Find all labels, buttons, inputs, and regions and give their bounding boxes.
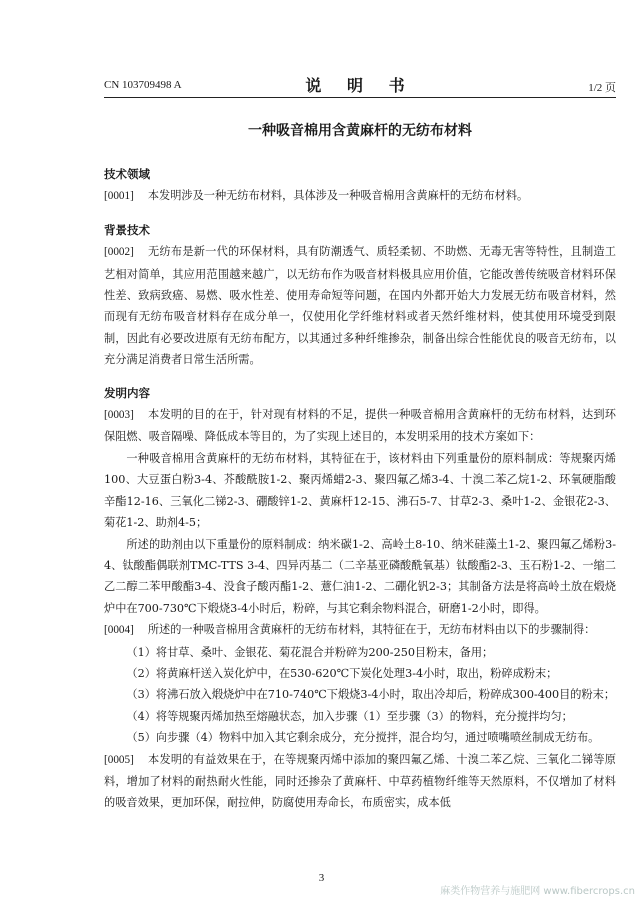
paragraph-text: （1）将甘草、桑叶、金银花、菊花混合并粉碎为200-250目粉末，备用； <box>126 645 494 659</box>
paragraph <box>104 642 616 663</box>
paragraph-number: [0004] <box>104 624 134 637</box>
paragraph <box>104 727 616 748</box>
doc-number: CN 103709498 A <box>104 79 182 91</box>
paragraph <box>104 749 616 814</box>
page-header <box>104 76 616 95</box>
header-rule <box>104 97 616 98</box>
paragraph-text: 所述的一种吸音棉用含黄麻杆的无纺布材料，其特征在于，无纺布材料由以下的步骤制得： <box>147 623 596 637</box>
paragraph-text: （3）将沸石放入煅烧炉中在710-740℃下煅烧3-4小时，取出冷却后，粉碎成300-400目的粉末； <box>126 688 616 702</box>
paragraph-number: [0001] <box>104 190 134 203</box>
page-of: 1/2 页 <box>588 82 616 94</box>
section-gap <box>104 208 616 218</box>
section-heading: 背景技术 <box>104 222 150 237</box>
section-heading: 发明内容 <box>104 385 150 400</box>
watermark: 麻类作物营养与施肥网 www.fibercrops.cn <box>440 886 635 897</box>
paragraph-text: 本发明涉及一种无纺布材料，具体涉及一种吸音棉用含黄麻杆的无纺布材料。 <box>147 189 529 203</box>
paragraph <box>104 185 616 207</box>
paragraph <box>104 663 616 684</box>
paragraph-text: 本发明的有益效果在于，在等规聚丙烯中添加的聚四氟乙烯、十溴二苯乙烷、三氧化二锑等原料，增加了材料的耐热耐火性能，同时还掺杂了黄麻杆、中草药植物纤维等天然原料，不仅增加了材料的吸音效果，更加环保，耐拉伸，防腐使用寿命长，布质密实，成本低 <box>104 752 616 810</box>
document-title: 一种吸音棉用含黄麻杆的无纺布材料 <box>248 123 472 139</box>
paragraph-number: [0002] <box>104 246 134 259</box>
paragraph-text: 一种吸音棉用含黄麻杆的无纺布材料，其特征在于，该材料由下列重量份的原料制成：等规聚丙烯100、大豆蛋白粉3-4、芥酸酰胺1-2、聚丙烯蜡2-3、聚四氟乙烯3-4、十溴二苯乙烷1-2、环氧硬脂酸辛酯12-16、三氧化二锑2-3、硼酸锌1-2、黄麻杆12-15、沸石5-7、甘草2-3、桑叶1-2、金银花2-3、菊花1-2、助剂4-5； <box>104 451 616 530</box>
paragraph <box>104 706 616 727</box>
paragraph-number: [0005] <box>104 753 134 766</box>
paragraph <box>104 241 616 370</box>
paragraph-text: 本发明的目的在于，针对现有材料的不足，提供一种吸音棉用含黄麻杆的无纺布材料，达到环保阻燃、吸音隔噪、降低成本等目的，为了实现上述目的，本发明采用的技术方案如下： <box>104 408 616 444</box>
section-gap <box>104 371 616 381</box>
paragraph-text: （2）将黄麻杆送入炭化炉中，在530-620℃下炭化处理3-4小时，取出，粉碎成粉末； <box>126 666 558 680</box>
paragraph <box>104 684 616 705</box>
paragraph <box>104 534 616 620</box>
paragraph <box>104 404 616 448</box>
paragraph <box>104 619 616 641</box>
section-heading: 技术领域 <box>104 167 150 181</box>
document-body <box>104 162 616 814</box>
paragraph-text: 所述的助剂由以下重量份的原料制成：纳米碳1-2、高岭土8-10、纳米硅藻土1-2、聚四氟乙烯粉3-4、钛酸酯偶联剂TMC-TTS 3-4、四异丙基二（二辛基亚磷酸酰氧基）钛酸酯2-3、玉石粉1-2、一缩二乙二醇二苯甲酸酯3-4、没食子酸丙酯1-2、薏仁油1-2、二硼化钒2-3；其制备方法是将高岭土放在煅烧炉中在700-730℃下煅烧3-4小时后，粉碎，与其它剩余物料混合，研磨1-2小时，即得。 <box>104 537 616 615</box>
paragraph-text: （5）向步骤（4）物料中加入其它剩余成分，充分搅拌，混合均匀，通过喷嘴喷丝制成无纺布。 <box>126 731 600 745</box>
section-title: 说 明 书 <box>305 76 415 95</box>
paragraph-text: 无纺布是新一代的环保材料，具有防潮透气、质轻柔韧、不助燃、无毒无害等特性，且制造工艺相对简单，其应用范围越来越广，以无纺布作为吸音材料极具应用价值，它能改善传统吸音材料环保性差、致病致癌、易燃、吸水性差、使用寿命短等问题，在国内外都开始大力发展无纺布吸音材料，然而现有无纺布吸音材料存在成分单一，仅使用化学纤维材料或者天然纤维材料，使其使用环境受到限制，因此有必要改进原有无纺布配方，以其通过多种纤维掺杂，制备出综合性能优良的吸音无纺布，以充分满足消费者日常生活所需。 <box>104 245 616 367</box>
paragraph-number: [0003] <box>104 409 134 422</box>
page-number: 3 <box>318 872 325 884</box>
paragraph-text: （4）将等规聚丙烯加热至熔融状态，加入步骤（1）至步骤（3）的物料，充分搅拌均匀； <box>126 709 573 723</box>
paragraph <box>104 448 616 534</box>
